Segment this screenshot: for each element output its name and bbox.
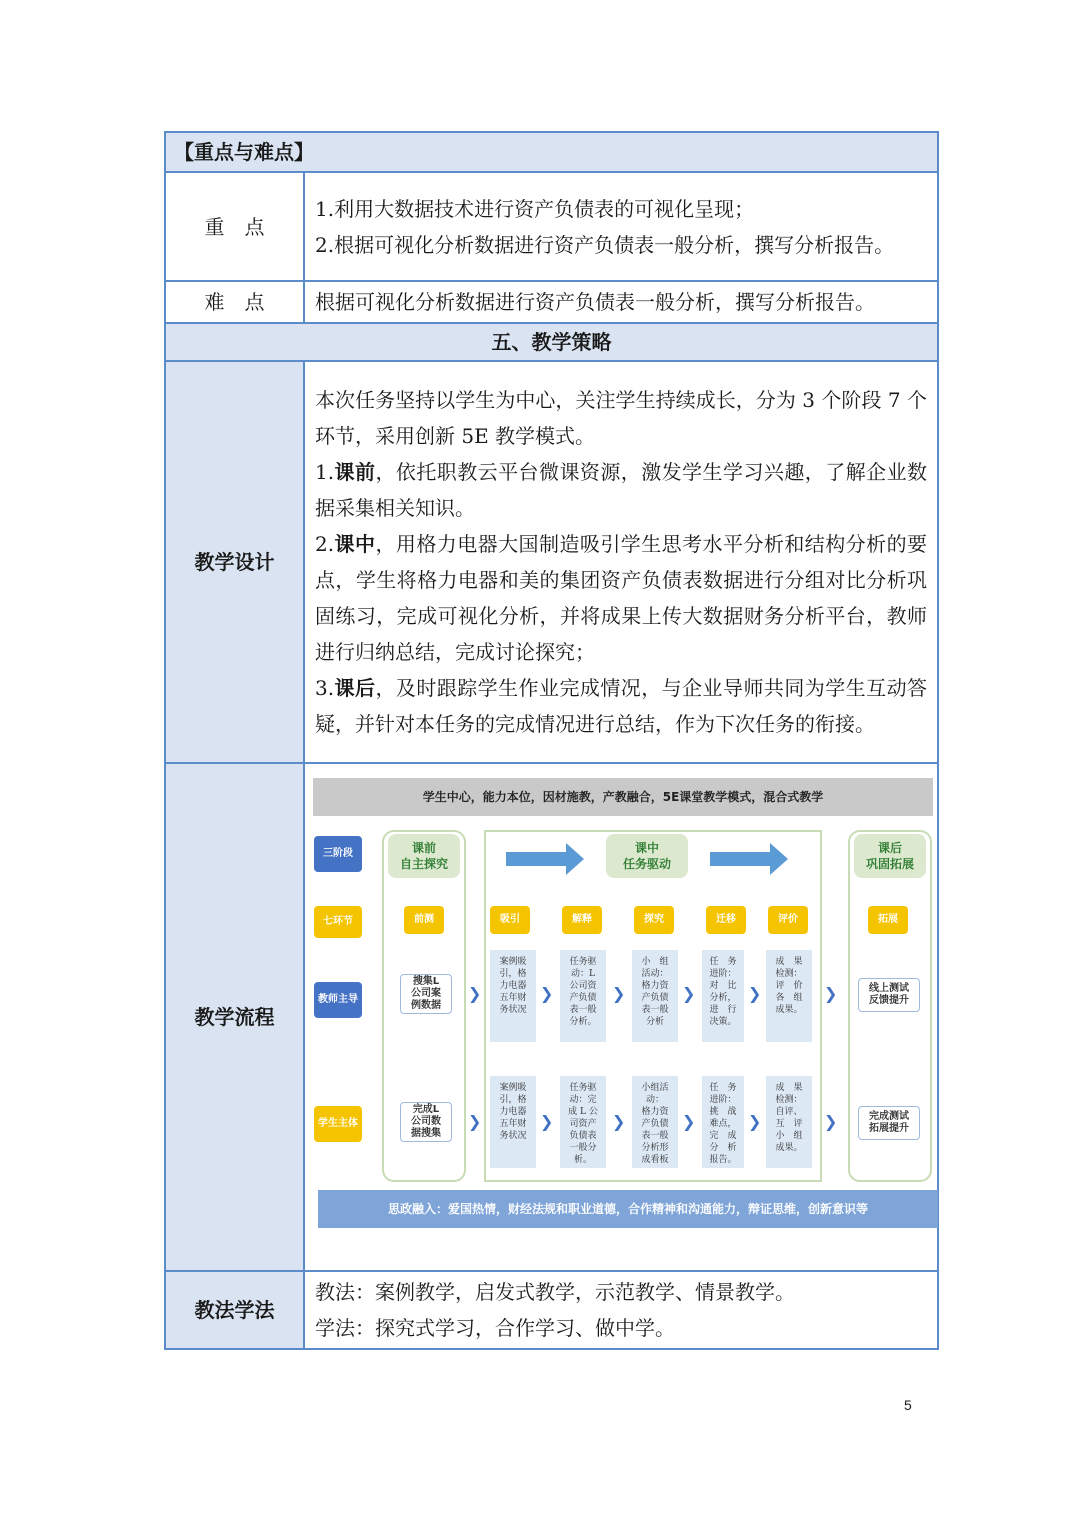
design-item-2: 2.课中，用格力电器大国制造吸引学生思考水平分析和结构分析的要点，学生将格力电器和美的集团资产负债表数据进行分组对比分析巩固练习，完成可视化分析，并将成果上传大数据财务分析平台，教师进行归纳总结，完成讨论探究； bbox=[315, 532, 928, 664]
chevron-right-icon: ❯ bbox=[612, 1112, 626, 1131]
segment-pretest: 前测 bbox=[404, 906, 444, 934]
difficulty-label: 难 点 bbox=[165, 281, 304, 323]
student-task-3: 小组活 动： 格力资 产负债 表一般 分析形 成看板 bbox=[632, 1076, 678, 1168]
student-task-4: 任 务 进阶： 挑 战 难点， 完 成 分 析 报告。 bbox=[702, 1076, 744, 1168]
segment-transfer: 迁移 bbox=[706, 906, 746, 934]
segment-explore: 探究 bbox=[634, 906, 674, 934]
teacher-task-2: 任务驱 动：L 公司资 产负债 表一般 分析。 bbox=[560, 950, 606, 1042]
design-label: 教学设计 bbox=[165, 361, 304, 763]
row-label-link: 七环节 bbox=[314, 906, 362, 938]
student-post-task: 完成测试 拓展提升 bbox=[858, 1106, 920, 1140]
chevron-right-icon: ❯ bbox=[748, 984, 762, 1003]
chevron-right-icon: ❯ bbox=[612, 984, 626, 1003]
teaching-flow-diagram bbox=[308, 772, 934, 1262]
stage-mid: 课中 任务驱动 bbox=[606, 834, 688, 878]
teacher-task-5: 成 果 检测： 评 价 各 组 成果。 bbox=[766, 950, 812, 1042]
method-teach: 教法：案例教学，启发式教学，示范教学、情景教学。 bbox=[315, 1280, 795, 1304]
chevron-right-icon: ❯ bbox=[824, 984, 838, 1003]
key-points-content bbox=[304, 172, 938, 281]
student-task-1: 案例吸 引，格 力电器 五年财 务状况 bbox=[490, 1076, 536, 1168]
page-number: 5 bbox=[904, 1397, 912, 1413]
teacher-task-1: 案例吸 引，格 力电器 五年财 务状况 bbox=[490, 950, 536, 1042]
teacher-task-3: 小 组 活动： 格力资 产负债 表一般 分析 bbox=[632, 950, 678, 1042]
design-item-3: 3.课后，及时跟踪学生作业完成情况，与企业导师共同为学生互动答疑，并针对本任务的完成情况进行总结，作为下次任务的衔接。 bbox=[315, 676, 928, 736]
chevron-right-icon: ❯ bbox=[468, 984, 482, 1003]
segment-explain: 解释 bbox=[562, 906, 602, 934]
chevron-right-icon: ❯ bbox=[682, 1112, 696, 1131]
teacher-task-4: 任 务 进阶： 对 比 分析， 进 行 决策。 bbox=[702, 950, 744, 1042]
segment-extend: 拓展 bbox=[868, 906, 908, 934]
chevron-right-icon: ❯ bbox=[540, 1112, 554, 1131]
stage-pre: 课前 自主探究 bbox=[388, 834, 460, 878]
key-points-label: 重 点 bbox=[165, 172, 304, 281]
design-content bbox=[304, 361, 938, 763]
flow-top-banner: 学生中心，能力本位，因材施教，产教融合，5E课堂教学模式，混合式教学 bbox=[313, 778, 933, 816]
stage-post: 课后 巩固拓展 bbox=[854, 834, 926, 878]
row-label-stage: 三阶段 bbox=[314, 836, 362, 872]
student-task-5: 成 果 检测： 自评、 互 评 小 组 成果。 bbox=[766, 1076, 812, 1168]
student-pre-task: 完成L 公司数 据搜集 bbox=[400, 1102, 452, 1142]
method-learn: 学法：探究式学习，合作学习、做中学。 bbox=[315, 1316, 675, 1340]
segment-attract: 吸引 bbox=[490, 906, 530, 934]
strategy-title: 五、教学策略 bbox=[165, 323, 938, 361]
design-intro: 本次任务坚持以学生为中心，关注学生持续成长，分为 3 个阶段 7 个环节，采用创新 5E 教学模式。 bbox=[315, 388, 927, 448]
key-point-2: 2.根据可视化分析数据进行资产负债表一般分析，撰写分析报告。 bbox=[315, 232, 895, 257]
chevron-right-icon: ❯ bbox=[682, 984, 696, 1003]
difficulty-content: 根据可视化分析数据进行资产负债表一般分析，撰写分析报告。 bbox=[304, 281, 938, 323]
section-key-header: 【重点与难点】 bbox=[165, 132, 938, 172]
row-label-teacher: 教师主导 bbox=[314, 982, 362, 1018]
row-label-student: 学生主体 bbox=[314, 1106, 362, 1142]
chevron-right-icon: ❯ bbox=[748, 1112, 762, 1131]
teacher-pre-task: 搜集L 公司案 例数据 bbox=[400, 974, 452, 1014]
design-item-1: 1.课前，依托职教云平台微课资源，激发学生学习兴趣，了解企业数据采集相关知识。 bbox=[315, 460, 928, 520]
flow-bottom-banner: 思政融入：爱国热情，财经法规和职业道德，合作精神和沟通能力，辩证思维，创新意识等 bbox=[318, 1190, 938, 1228]
chevron-right-icon: ❯ bbox=[540, 984, 554, 1003]
flow-label: 教学流程 bbox=[165, 763, 304, 1271]
segment-evaluate: 评价 bbox=[768, 906, 808, 934]
key-point-1: 1.利用大数据技术进行资产负债表的可视化呈现； bbox=[315, 196, 755, 221]
lesson-plan-table bbox=[164, 131, 939, 1350]
chevron-right-icon: ❯ bbox=[468, 1112, 482, 1131]
teacher-post-task: 线上测试 反馈提升 bbox=[858, 978, 920, 1012]
flow-cell bbox=[304, 763, 938, 1271]
method-label: 教法学法 bbox=[165, 1271, 304, 1349]
flow-arrow-1 bbox=[506, 852, 566, 866]
chevron-right-icon: ❯ bbox=[824, 1112, 838, 1131]
student-task-2: 任务驱 动：完 成 L 公 司资产 负债表 一般分 析。 bbox=[560, 1076, 606, 1168]
flow-arrow-2 bbox=[710, 852, 770, 866]
method-content bbox=[304, 1271, 938, 1349]
